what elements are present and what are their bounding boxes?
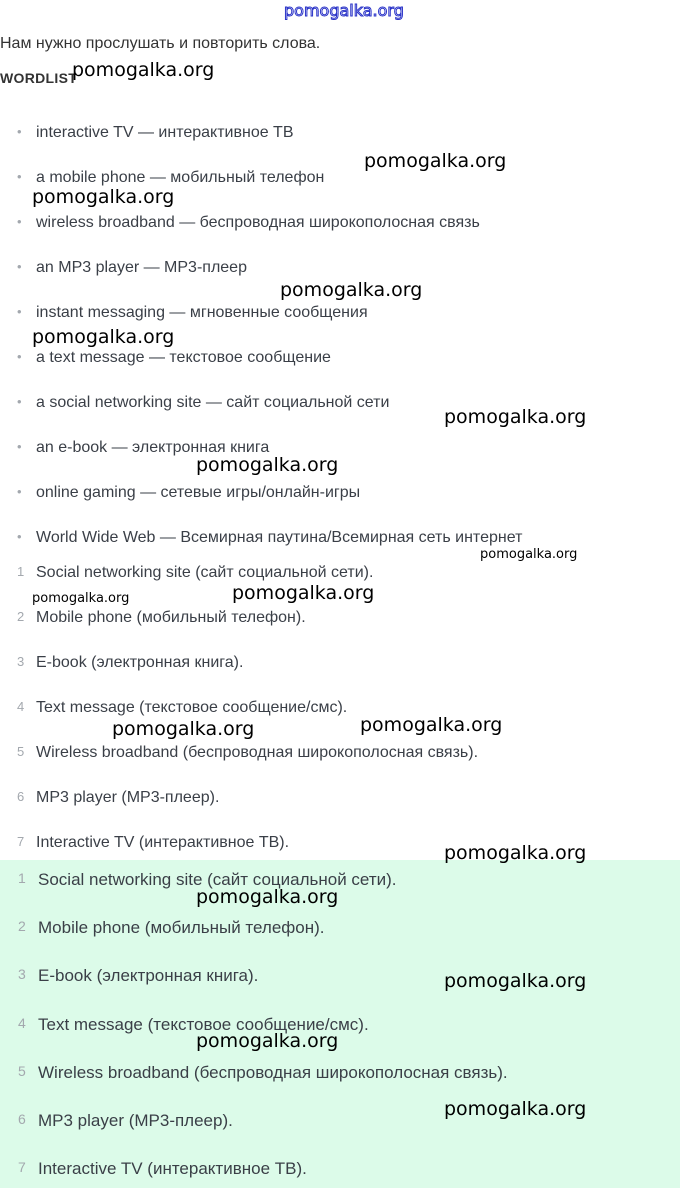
watermark: pomogalka.org xyxy=(360,714,503,736)
wordlist-heading: WORDLIST xyxy=(0,70,78,86)
bullet-icon: • xyxy=(17,529,22,544)
bullet-icon: • xyxy=(17,124,22,139)
watermark: pomogalka.org xyxy=(444,1098,587,1120)
watermark: pomogalka.org xyxy=(444,970,587,992)
bullet-icon: • xyxy=(17,349,22,364)
watermark: pomogalka.org xyxy=(480,547,578,562)
watermark: pomogalka.org xyxy=(444,842,587,864)
watermark: pomogalka.org xyxy=(196,1030,339,1052)
bullet-icon: • xyxy=(17,304,22,319)
watermark: pomogalka.org xyxy=(280,279,423,301)
intro-text: Нам нужно прослушать и повторить слова. xyxy=(0,35,321,52)
watermark: pomogalka.org xyxy=(196,454,339,476)
watermark: pomogalka.org xyxy=(32,186,175,208)
watermark: pomogalka.org xyxy=(32,326,175,348)
watermark: pomogalka.org xyxy=(72,59,215,81)
bullet-icon: • xyxy=(17,394,22,409)
watermark: pomogalka.org xyxy=(196,886,339,908)
watermark: pomogalka.org xyxy=(364,150,507,172)
bullet-icon: • xyxy=(17,439,22,454)
watermark: pomogalka.org xyxy=(32,591,130,606)
bullet-icon: • xyxy=(17,169,22,184)
watermark: pomogalka.org xyxy=(444,406,587,428)
watermark: pomogalka.org xyxy=(232,582,375,604)
bullet-icon: • xyxy=(17,484,22,499)
watermark: pomogalka.org xyxy=(112,718,255,740)
bullet-icon: • xyxy=(17,259,22,274)
bullet-icon: • xyxy=(17,214,22,229)
watermark-top: pomogalka.org xyxy=(284,1,404,20)
